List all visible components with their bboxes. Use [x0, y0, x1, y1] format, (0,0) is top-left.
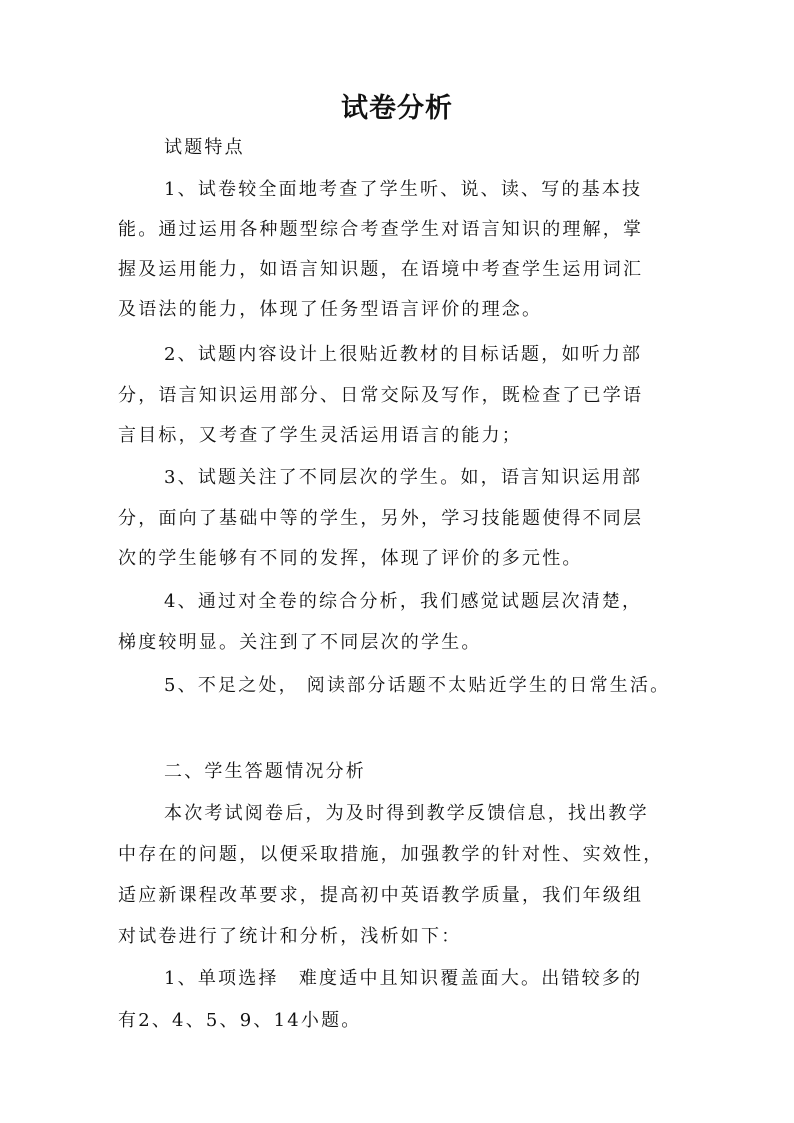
paragraph-line: 言目标，又考查了学生灵活运用语言的能力； [118, 425, 522, 446]
paragraph-line: 本次考试阅卷后，为及时得到教学反馈信息，找出教学 [164, 803, 649, 824]
paragraph-line: 对试卷进行了统计和分析，浅析如下： [118, 926, 462, 947]
paragraph-line: 握及运用能力，如语言知识题，在语境中考查学生运用词汇 [118, 259, 644, 280]
section-heading-question-features: 试题特点 [164, 137, 245, 158]
section-heading-answer-analysis: 二、学生答题情况分析 [164, 761, 366, 782]
paragraph-line: 4、通过对全卷的综合分析，我们感觉试题层次清楚， [164, 591, 643, 612]
paragraph-line: 及语法的能力，体现了任务型语言评价的理念。 [118, 299, 543, 320]
paragraph-line: 梯度较明显。关注到了不同层次的学生。 [118, 632, 482, 653]
paragraph-line: 中存在的问题，以便采取措施，加强教学的针对性、实效性， [118, 844, 664, 865]
paragraph-line: 能。通过运用各种题型综合考查学生对语言知识的理解，掌 [118, 219, 644, 240]
paragraph-line: 1、单项选择 难度适中且知识覆盖面大。出错较多的 [164, 968, 643, 989]
paragraph-line: 适应新课程改革要求，提高初中英语教学质量，我们年级组 [118, 885, 644, 906]
paragraph-line: 分，语言知识运用部分、日常交际及写作，既检查了已学语 [118, 385, 644, 406]
page-title: 试卷分析 [341, 93, 453, 124]
paragraph-line: 3、试题关注了不同层次的学生。如，语言知识运用部 [164, 467, 643, 488]
paragraph-line: 分，面向了基础中等的学生，另外，学习技能题使得不同层 [118, 508, 644, 529]
paragraph-line: 次的学生能够有不同的发挥，体现了评价的多元性。 [118, 548, 583, 569]
paragraph-line: 5、不足之处， 阅读部分话题不太贴近学生的日常生活。 [164, 675, 671, 696]
paragraph-line: 1、试卷较全面地考查了学生听、说、读、写的基本技 [164, 179, 643, 200]
paragraph-line: 有2、4、5、9、14小题。 [118, 1010, 362, 1031]
paragraph-line: 2、试题内容设计上很贴近教材的目标话题，如听力部 [164, 344, 643, 365]
